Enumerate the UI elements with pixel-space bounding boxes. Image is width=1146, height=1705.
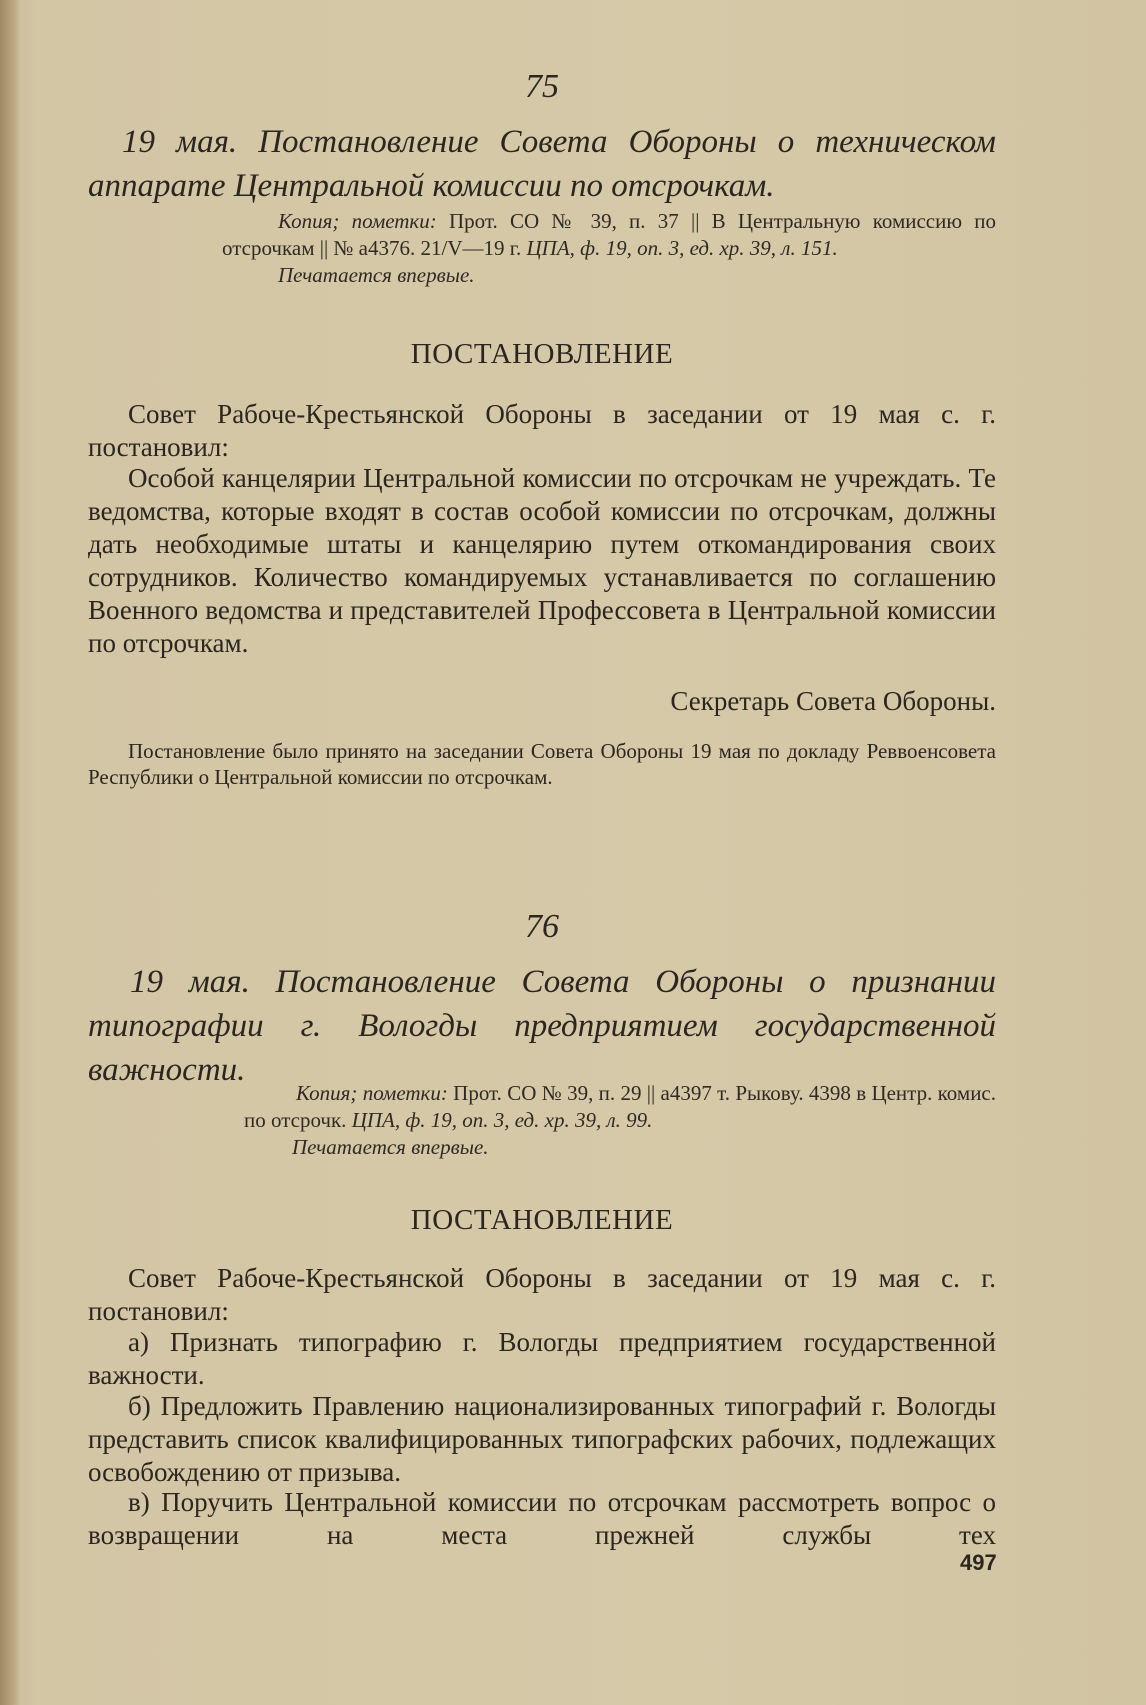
note-text: Прот. СО № 39, п. 37 || В Центральную комиссию по отсрочкам || № а4376. 21/V—19 г.	[222, 209, 997, 260]
doc-75-printed-first: Печатается впервые.	[278, 263, 475, 287]
doc-75-number: 75	[525, 68, 559, 105]
note-text: Прот. СО № 39, п. 29 || а4397 т. Рыкову. 4398 в Центр. комис. по отсрочк.	[244, 1081, 996, 1132]
doc-75-footnote: Постановление было принято на заседании Совета Обороны 19 мая по докладу Реввоенсовета Республики о Центральной комиссии по отсрочкам.	[88, 739, 996, 789]
doc-76-note	[244, 1080, 996, 1134]
note-label: Копия; пометки:	[296, 1081, 448, 1105]
doc-75-title: ПОСТАНОВЛЕНИЕ	[410, 338, 674, 370]
doc-76-title: ПОСТАНОВЛЕНИЕ	[410, 1204, 674, 1236]
doc-75-archival-note	[222, 208, 996, 289]
doc-76-item-a: а) Признать типографию г. Вологды предприятием государственной важности.	[88, 1327, 996, 1390]
doc-75-signature: Секретарь Совета Обороны.	[670, 686, 996, 716]
book-spine	[0, 0, 20, 1705]
doc-76-number: 76	[525, 908, 559, 945]
doc-76-heading: 19 мая. Постановление Совета Обороны о признании типографии г. Вологды предприятием государственной важности.	[88, 964, 996, 1088]
doc-76-item-b: б) Предложить Правлению национализированных типографий г. Вологды представить список квалифицированных типографских рабочих, подлежащих освобождению от призыва.	[88, 1391, 996, 1487]
doc-75-intro: Совет Рабоче-Крестьянской Обороны в заседании от 19 мая с. г. постановил:	[88, 399, 996, 462]
note-source: ЦПА, ф. 19, оп. 3, ед. хр. 39, л. 99.	[351, 1108, 653, 1132]
doc-75-note	[222, 208, 996, 262]
doc-76-item-c: в) Поручить Центральной комиссии по отсрочкам рассмотреть вопрос о возвращении на места прежней службы тех	[88, 1487, 996, 1550]
doc-76-archival-note	[244, 1080, 996, 1161]
doc-76-intro: Совет Рабоче-Крестьянской Обороны в заседании от 19 мая с. г. постановил:	[88, 1263, 996, 1326]
note-label: Копия; пометки:	[278, 209, 437, 233]
page-number: 497	[960, 1550, 997, 1575]
note-source: ЦПА, ф. 19, оп. 3, ед. хр. 39, л. 151.	[526, 236, 838, 260]
doc-76-printed-first: Печатается впервые.	[292, 1135, 489, 1159]
doc-75-body: Особой канцелярии Центральной комиссии по отсрочкам не учреждать. Те ведомства, которые входят в состав особой комиссии по отсрочкам, должны дать необходимые штаты и канцелярию путем откомандирования своих сотрудников. Количество командируемых устанавливается по соглашению Военного ведомства и представителей Профессовета в Центральной комиссии по отсрочкам.	[88, 463, 996, 658]
doc-75-heading: 19 мая. Постановление Совета Обороны о техническом аппарате Центральной комиссии по отсрочкам.	[88, 124, 996, 204]
